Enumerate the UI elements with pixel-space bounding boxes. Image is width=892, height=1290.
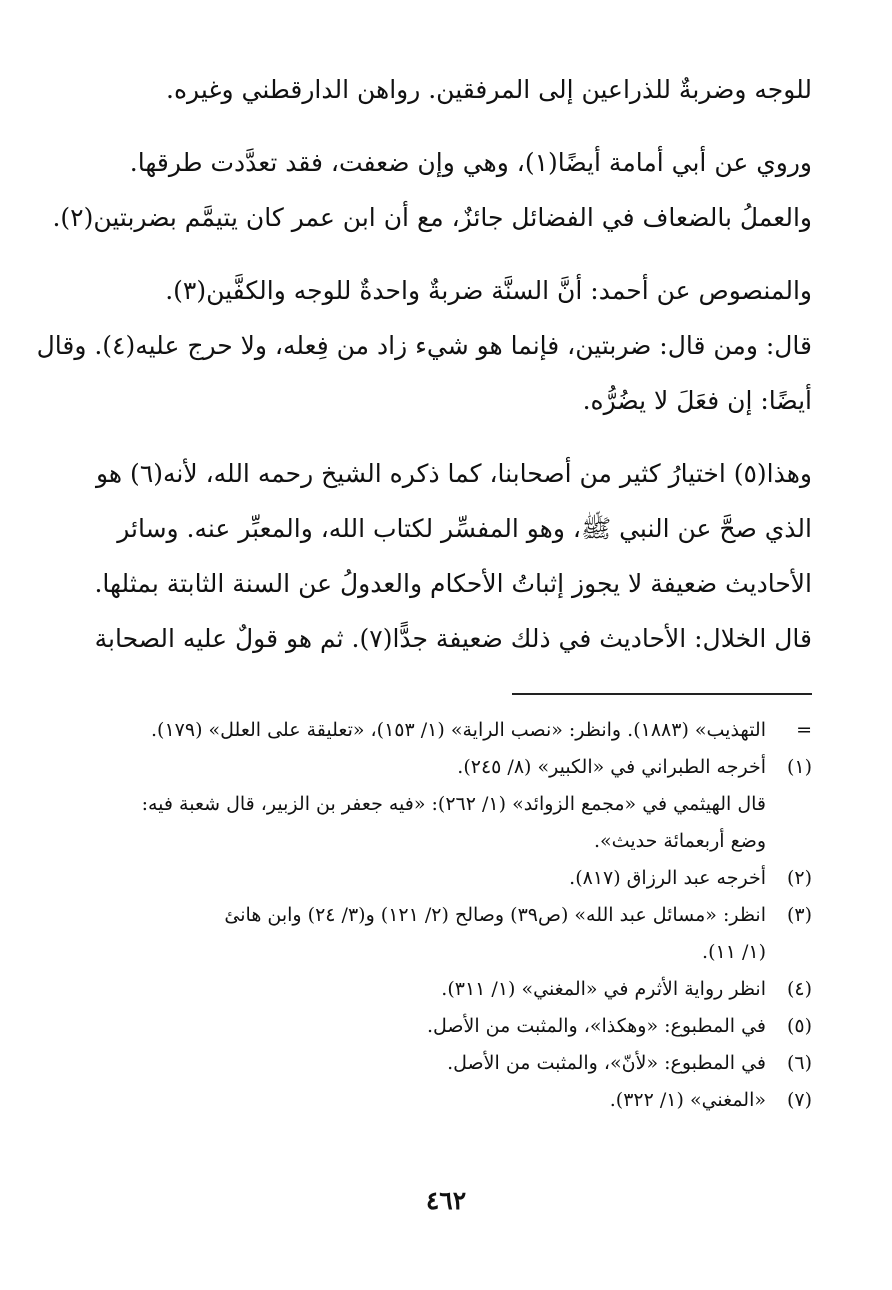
footnote-number: (٤)	[786, 978, 812, 1000]
footnote-4	[78, 971, 812, 1008]
footnote-2	[78, 860, 812, 897]
text-line: قال الخلال: الأحاديث في ذلك ضعيفة جدًّا(٧). ثم هو قولٌ عليه الصحابة	[94, 624, 812, 653]
footnote-number: (٥)	[786, 1015, 812, 1037]
paragraph-4	[78, 446, 812, 666]
footnote-number: (٦)	[786, 1052, 812, 1074]
page-number: ٤٦٢	[425, 1186, 467, 1215]
text-line: والمنصوص عن أحمد: أنَّ السنَّة ضربةٌ واحدةٌ للوجه والكفَّين(٣).	[165, 276, 812, 305]
text-line: والعملُ بالضعاف في الفضائل جائزٌ، مع أن ابن عمر كان يتيمَّم بضربتين(٢).	[52, 203, 812, 232]
footnote-7	[78, 1082, 812, 1119]
footnote-1-comment	[78, 786, 812, 860]
footnote-text	[78, 897, 766, 971]
footnote-3	[78, 897, 812, 971]
footnote-text: قال الهيثمي في «مجمع الزوائد» (١/ ٢٦٢): «فيه جعفر بن الزبير، قال شعبة فيه:	[141, 793, 766, 815]
footnote-separator	[512, 693, 812, 695]
paragraph-3	[36, 263, 812, 428]
footnote-text: «المغني» (١/ ٣٢٢).	[609, 1089, 766, 1111]
footnote-line: (١/ ١١).	[702, 941, 766, 963]
footnote-text: أخرجه الطبراني في «الكبير» (٨/ ٢٤٥).	[457, 756, 766, 778]
paragraph-2	[52, 135, 812, 245]
text-line: للوجه وضربةٌ للذراعين إلى المرفقين. رواهن الدارقطني وغيره.	[166, 75, 812, 104]
footnote-text: التهذيب» (١٨٨٣). وانظر: «نصب الراية» (١/ ١٥٣)، «تعليقة على العلل» (١٧٩).	[150, 719, 766, 741]
text-line: الأحاديث ضعيفة لا يجوز إثباتُ الأحكام والعدولُ عن السنة الثابتة بمثلها.	[94, 569, 812, 598]
footnote-number: =	[796, 719, 812, 741]
footnote-text: انظر رواية الأثرم في «المغني» (١/ ٣١١).	[441, 978, 766, 1000]
text-line: وروي عن أبي أمامة أيضًا(١)، وهي وإن ضعفت، فقد تعدَّدت طرقها.	[129, 148, 812, 177]
footnote-text: أخرجه عبد الرزاق (٨١٧).	[569, 867, 766, 889]
text-line: أيضًا: إن فعَلَ لا يضُرُّه.	[582, 386, 812, 415]
text-line: قال: ومن قال: ضربتين، فإنما هو شيء زاد من فِعله، ولا حرج عليه(٤). وقال	[36, 331, 812, 360]
text-line: الذي صحَّ عن النبي ﷺ، وهو المفسِّر لكتاب الله، والمعبِّر عنه. وسائر	[117, 514, 812, 543]
footnote-continuation	[78, 712, 812, 749]
footnote-text: وضع أربعمائة حديث».	[594, 830, 766, 852]
footnote-number: (٢)	[786, 867, 812, 889]
text-line: وهذا(٥) اختيارُ كثير من أصحابنا، كما ذكره الشيخ رحمه الله، لأنه(٦) هو	[96, 459, 812, 488]
footnote-number: (١)	[786, 756, 812, 778]
footnote-text: في المطبوع: «لأنّ»، والمثبت من الأصل.	[447, 1052, 766, 1074]
footnote-5	[78, 1008, 812, 1045]
footnote-text: في المطبوع: «وهكذا»، والمثبت من الأصل.	[426, 1015, 766, 1037]
paragraph-1	[78, 62, 812, 117]
footnote-number: (٧)	[786, 1089, 812, 1111]
footnote-6	[78, 1045, 812, 1082]
footnote-line: انظر: «مسائل عبد الله» (ص٣٩) وصالح (٢/ ١٢١) و(٣/ ٢٤) وابن هانئ	[224, 904, 766, 926]
main-text	[36, 62, 812, 666]
footnote-number: (٣)	[786, 904, 812, 926]
footnote-1	[78, 749, 812, 786]
footnotes	[78, 712, 812, 1119]
